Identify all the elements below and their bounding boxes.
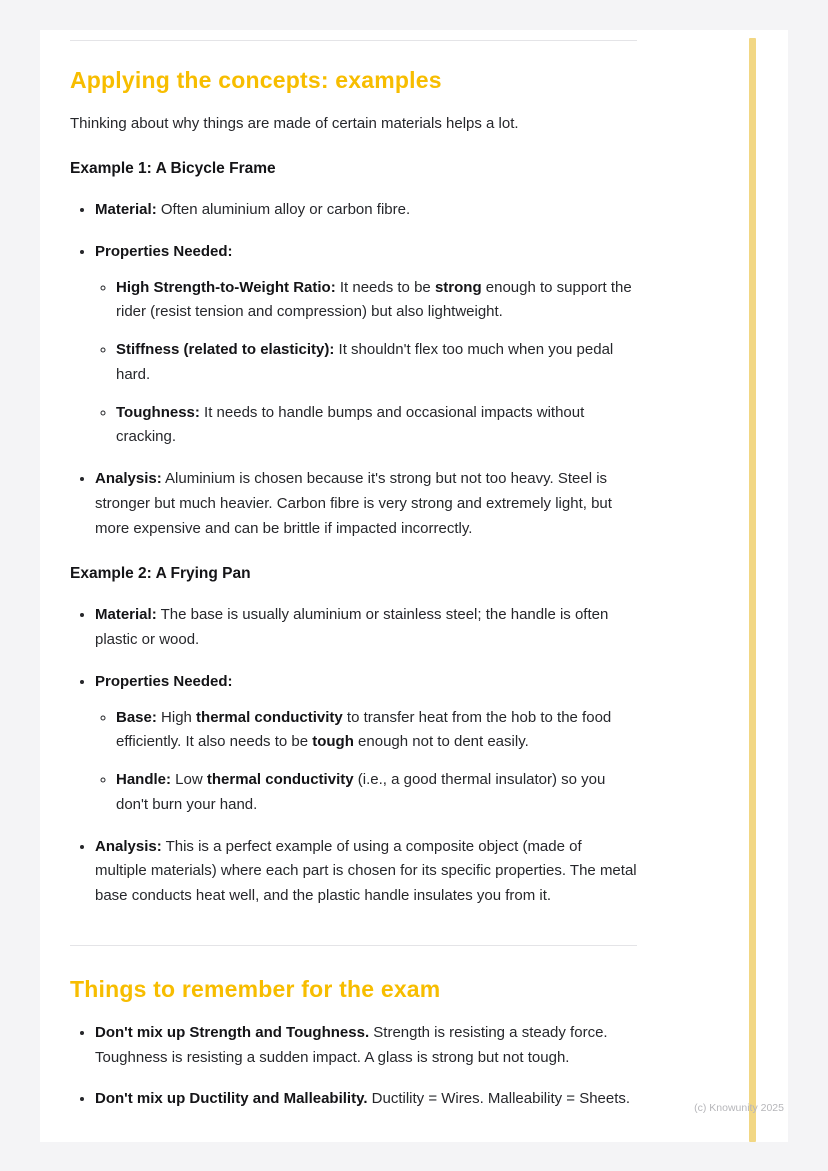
bold-text: Properties Needed: xyxy=(95,242,233,260)
bold-text: thermal conductivity xyxy=(206,771,354,788)
list-item xyxy=(116,401,637,451)
text: High xyxy=(156,708,197,726)
bold-text: Properties Needed: xyxy=(95,672,233,690)
list-item xyxy=(95,1087,637,1112)
list-item xyxy=(95,467,637,541)
text: Often aluminium alloy or carbon fibre. xyxy=(156,201,411,218)
bold-text: thermal conductivity xyxy=(196,708,343,726)
bullet-list xyxy=(70,603,637,909)
paragraph xyxy=(70,112,637,136)
bold-text: Analysis: xyxy=(95,837,162,855)
subheading: Example 2: A Frying Pan xyxy=(70,565,251,583)
list-item xyxy=(116,276,637,326)
content-blocks xyxy=(70,40,637,1136)
text: Thinking about why things are made of certain materials helps a lot. xyxy=(70,115,519,132)
text: Strength is resisting a steady force. Toughness is resisting a sudden impact. A glass is strong but not tough. xyxy=(95,1023,608,1066)
notes-card xyxy=(40,30,788,1142)
bold-text: tough xyxy=(312,733,354,751)
bold-text: Material: xyxy=(95,201,157,218)
bold-text: Handle: xyxy=(116,771,172,788)
list-item xyxy=(95,835,637,909)
text: It needs to be xyxy=(335,278,435,296)
accent-strip xyxy=(749,38,756,1142)
bold-text: Base: xyxy=(116,708,157,726)
list-item xyxy=(95,198,637,223)
bold-text: Don't mix up Ductility and Malleability. xyxy=(95,1090,368,1108)
bold-text: Don't mix up Strength and Toughness. xyxy=(95,1023,370,1041)
section-heading: Applying the concepts: examples xyxy=(70,67,442,93)
watermark: (c) Knowunity 2025 xyxy=(694,1102,784,1114)
list-item xyxy=(116,338,637,388)
bullet-list xyxy=(70,198,637,541)
bold-text: Material: xyxy=(95,606,157,624)
list-item xyxy=(95,670,637,818)
subheading: Example 1: A Bicycle Frame xyxy=(70,160,276,177)
bold-text: Stiffness (related to elasticity): xyxy=(116,341,335,358)
text: enough not to dent easily. xyxy=(353,733,529,751)
text: This is a perfect example of using a composite object (made of multiple materials) where each part is chosen for its specific properties. The metal base conducts heat well, and the plastic handle insulates you from it. xyxy=(95,837,637,904)
text: The base is usually aluminium or stainless steel; the handle is often plastic or wood. xyxy=(95,606,609,648)
text: (i.e., a good thermal insulator) so you don't burn your hand. xyxy=(116,771,606,813)
nested-bullet-list xyxy=(95,706,637,818)
bullet-list xyxy=(70,1021,637,1112)
text: enough to support the rider (resist tension and compression) but also lightweight. xyxy=(116,278,632,321)
divider xyxy=(70,40,637,41)
list-item xyxy=(116,768,637,818)
list-item xyxy=(116,706,637,756)
bold-text: Analysis: xyxy=(95,470,162,487)
text: It shouldn't flex too much when you pedal hard. xyxy=(116,341,614,383)
list-item xyxy=(95,603,637,653)
text: Ductility = Wires. Malleability = Sheets. xyxy=(367,1090,631,1108)
bold-text: strong xyxy=(434,278,482,296)
text: It needs to handle bumps and occasional impacts without cracking. xyxy=(116,403,585,446)
text: Low xyxy=(171,771,207,788)
text: Aluminium is chosen because it's strong but not too heavy. Steel is stronger but much heavier. Carbon fibre is very strong and extremely light, but more expensive and can be brittle if impacted incorrectly. xyxy=(95,470,612,537)
section-heading: Things to remember for the exam xyxy=(70,975,441,1002)
nested-bullet-list xyxy=(95,276,637,451)
bold-text: High Strength-to-Weight Ratio: xyxy=(116,278,336,296)
list-item xyxy=(95,240,637,450)
text: to transfer heat from the hob to the food efficiently. It also needs to be xyxy=(116,708,612,751)
bold-text: Toughness: xyxy=(116,403,200,421)
divider xyxy=(70,945,637,946)
list-item xyxy=(95,1021,637,1071)
